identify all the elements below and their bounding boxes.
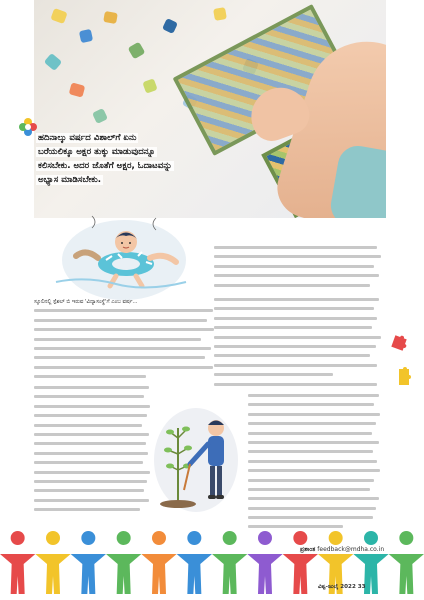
puzzle-piece-red-icon: [390, 334, 408, 352]
article-left-narrow-column: [34, 384, 154, 515]
person-figure: [283, 531, 318, 594]
page-footer: ವಿಶ್ವ-ಜುಲೈ 2022 33: [318, 584, 366, 590]
person-figure: [212, 531, 247, 594]
article-left-column: [34, 298, 220, 383]
person-figure: [177, 531, 212, 594]
hero-caption: [36, 131, 236, 187]
swimming-child-illustration: [46, 212, 196, 302]
article-right-column: [214, 296, 384, 390]
hero-caption-line: ಕಲಿಸಬೇಕು. ಅದರ ಜೊತೆಗೆ ಅಕ್ಷರ, ಓದಾಟವನ್ನು: [38, 161, 172, 171]
author-name: ಪ್ರಶಾಂತ: [300, 546, 316, 553]
person-figure: [389, 531, 424, 594]
person-figure: [35, 531, 70, 594]
hero-caption-line: ಬರೆಯಲಿಕ್ಕೂ ಅಕ್ಷರ ತುಕ್ಕು ಮಾಡುವುದನ್ನೂ: [38, 147, 156, 157]
person-figure: [0, 531, 35, 594]
person-figure: [71, 531, 106, 594]
article-right-narrow-column: [248, 392, 384, 533]
flower-icon: [18, 117, 38, 137]
author-email[interactable]: feedback@mdha.co.in: [317, 546, 385, 553]
article-right-column-top: [214, 244, 384, 291]
puzzle-piece-yellow-icon: [396, 366, 412, 388]
person-figure: [106, 531, 141, 594]
person-figure: [247, 531, 282, 594]
article-first-line: ಸ್ಕೂಲಿನಲ್ಲಿ ಸ್ಪೆಶಲ್ ಬಿ ಇರುವ 'ವಿದ್ಯಾಸಂಸ್ಥೆ'ಗೆ ಎಂಬ ವರ್ಷ...: [34, 299, 138, 305]
hero-caption-line: ಅಭ್ಯಾಸ ಮಾಡಿಸಬೇಕು.: [38, 175, 102, 185]
gardening-child-illustration: [154, 398, 238, 516]
person-figure: [141, 531, 176, 594]
hero-caption-line: ಹದಿನಾಲ್ಕು ವರ್ಷದ ವಿಶಾಲ್‌ಗೆ ಏನು: [38, 133, 137, 143]
